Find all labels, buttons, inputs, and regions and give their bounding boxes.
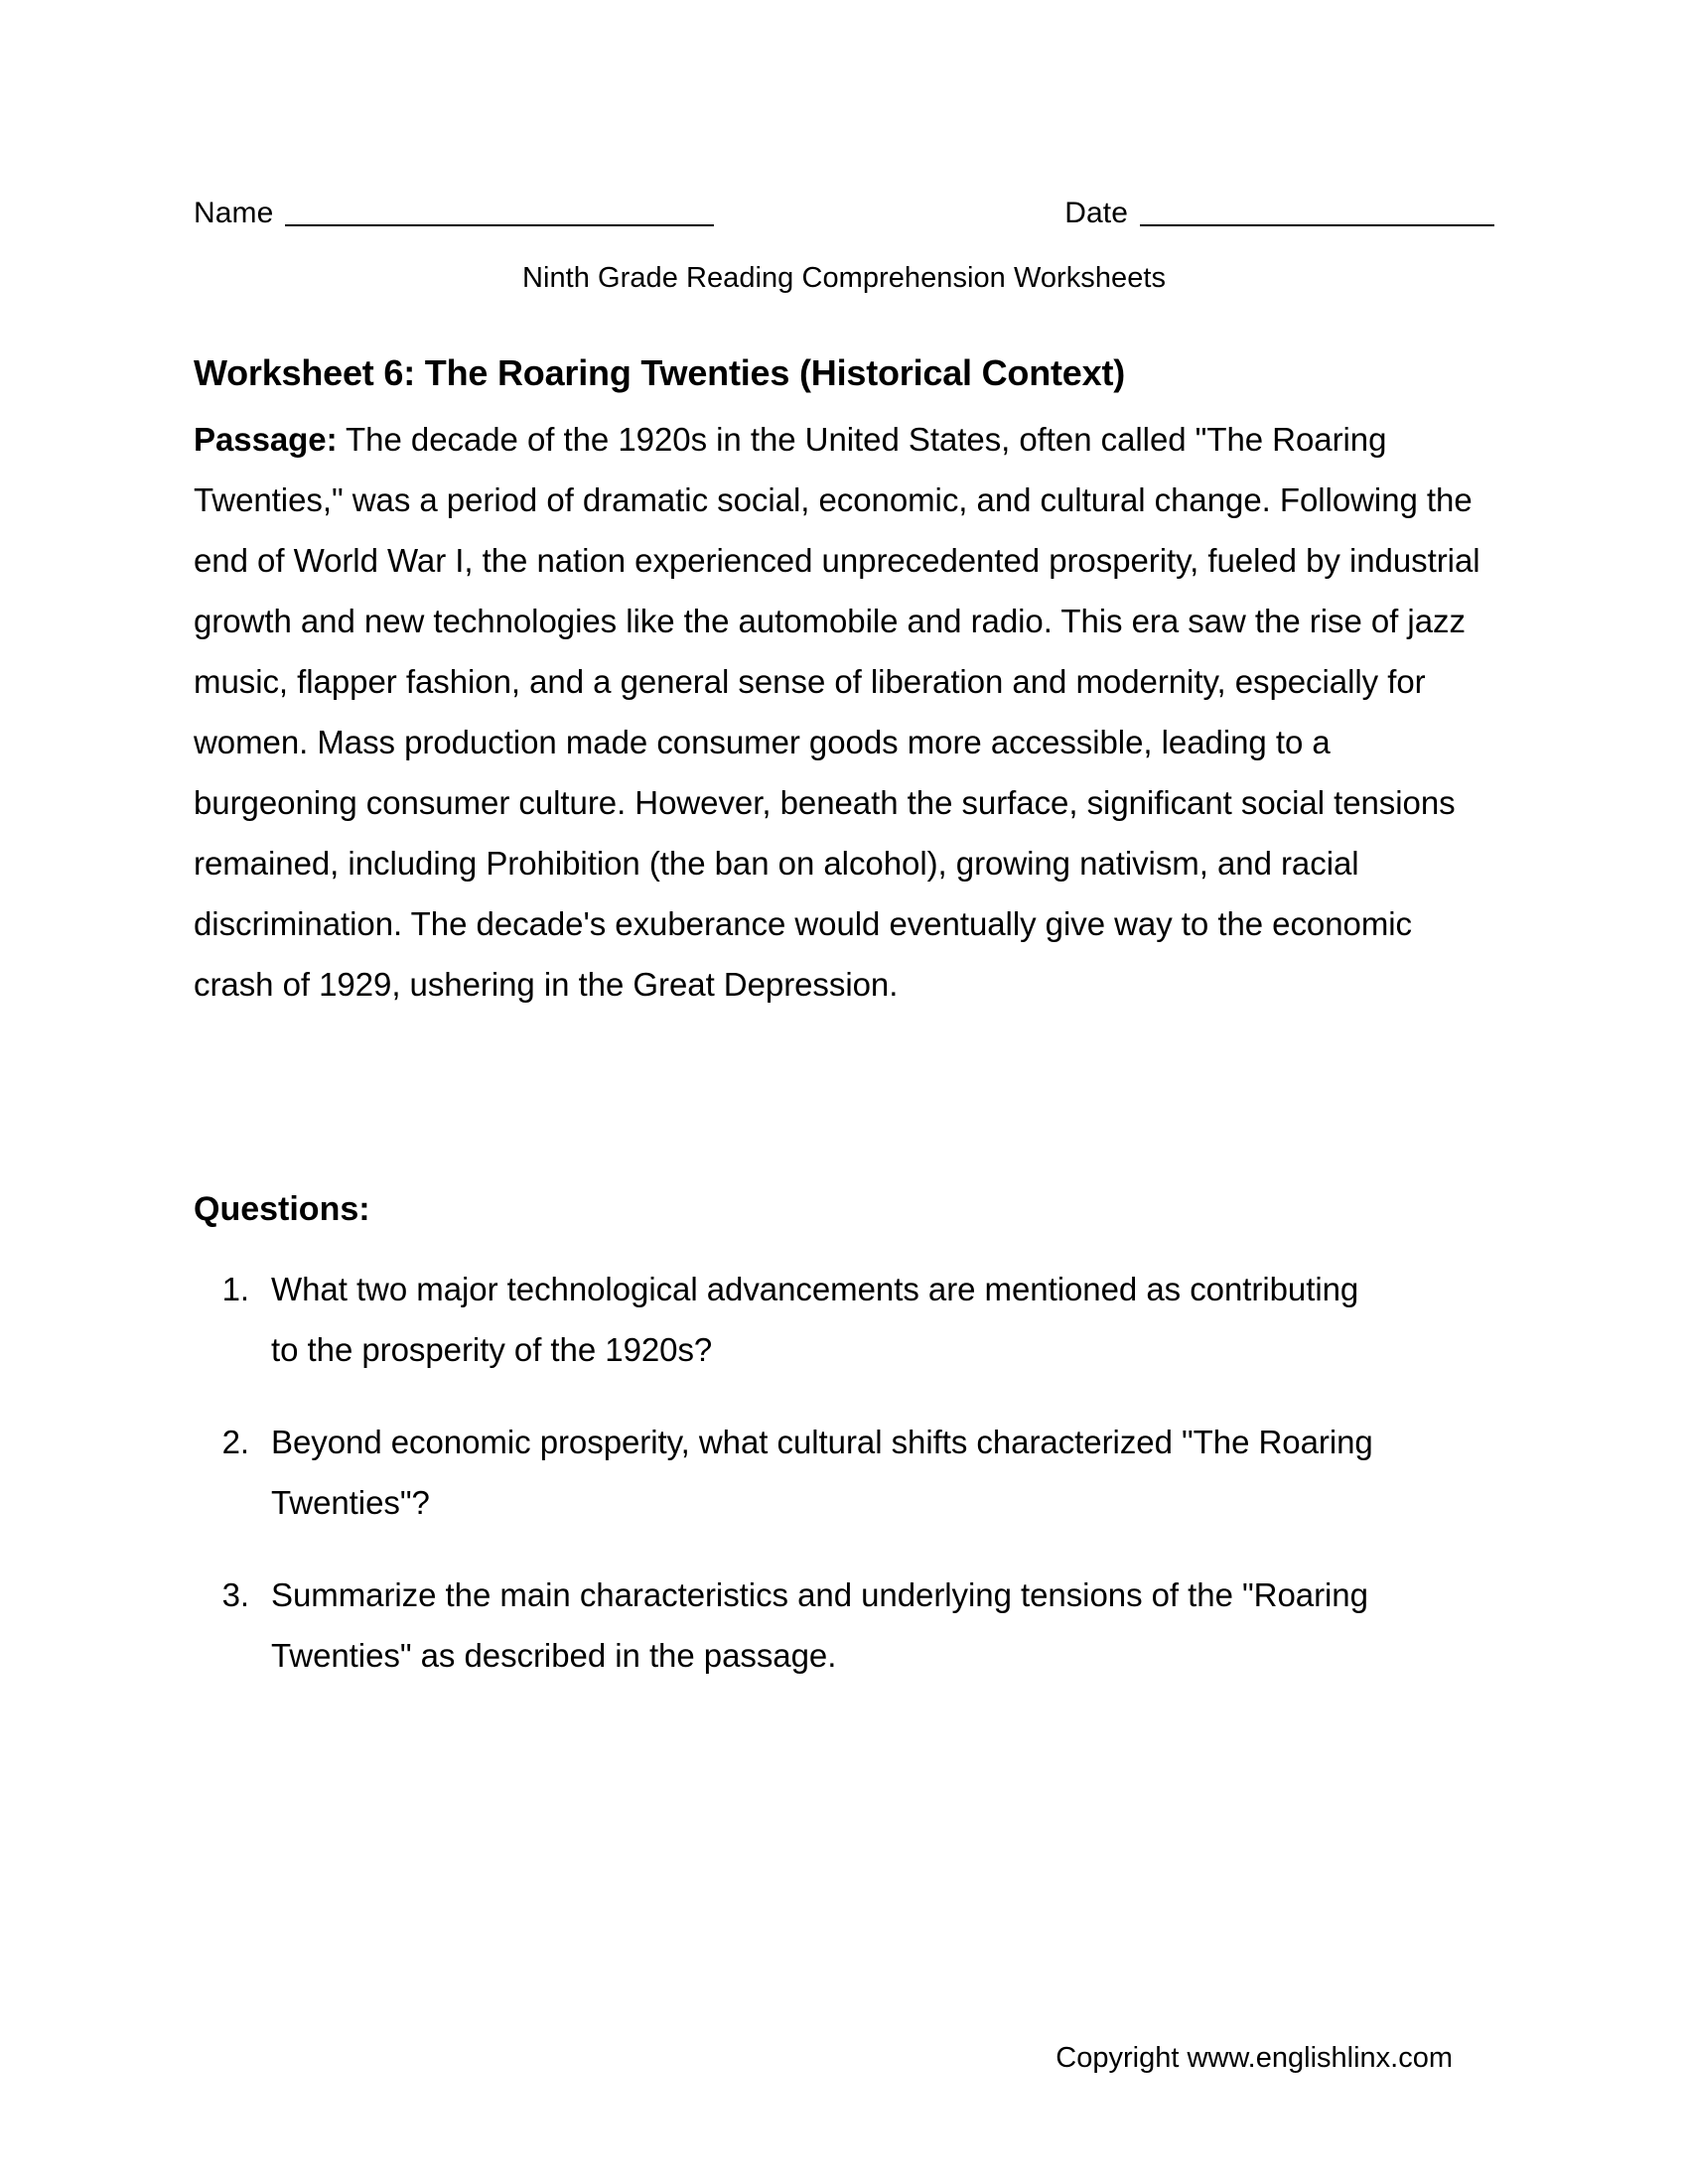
question-number: 1.: [221, 1271, 249, 1307]
question-number: 3.: [221, 1576, 249, 1613]
questions-list: [194, 1259, 1484, 1717]
copyright-footer: Copyright www.englishlinx.com: [1055, 2042, 1453, 2074]
name-write-line[interactable]: [285, 224, 714, 226]
name-date-row: [194, 191, 1494, 232]
passage-body-text: The decade of the 1920s in the United States, often called "The Roaring Twenties," was a period of dramatic social, economic, and cultural change. Following the end of World War I, the nation experienced unprecedented prosperity, fueled by industrial growth and new technologies like the automobile and radio. This era saw the rise of jazz music, flapper fashion, and a general sense of liberation and modernity, especially for women. Mass production made consumer goods more accessible, leading to a burgeoning consumer culture. However, beneath the surface, significant social tensions remained, including Prohibition (the ban on alcohol), growing nativism, and racial discrimination. The decade's exuberance would eventually give way to the economic crash of 1929, ushering in the Great Depression.: [194, 421, 1480, 1003]
list-item: [194, 1412, 1484, 1533]
date-field-group: [1064, 197, 1494, 232]
worksheet-sheet: [194, 0, 1494, 2184]
list-item: [194, 1259, 1484, 1380]
date-label: Date: [1064, 197, 1128, 229]
page-title: Worksheet 6: The Roaring Twenties (Historical Context): [194, 352, 1126, 394]
question-number: 2.: [221, 1424, 249, 1460]
questions-heading: Questions:: [194, 1190, 370, 1228]
passage-lead-label: Passage:: [194, 421, 338, 458]
name-field-group: [194, 197, 714, 232]
date-write-line[interactable]: [1140, 224, 1494, 226]
name-label: Name: [194, 197, 274, 229]
question-text: What two major technological advancements are mentioned as contributing to the prosperity of the 1920s?: [271, 1271, 1359, 1368]
passage-block: [194, 409, 1484, 1015]
question-text: Beyond economic prosperity, what cultural shifts characterized "The Roaring Twenties"?: [271, 1424, 1373, 1521]
worksheet-subtitle: Ninth Grade Reading Comprehension Worksheets: [521, 262, 1167, 294]
list-item: [194, 1565, 1484, 1686]
question-text: Summarize the main characteristics and underlying tensions of the "Roaring Twenties" as described in the passage.: [271, 1576, 1368, 1674]
